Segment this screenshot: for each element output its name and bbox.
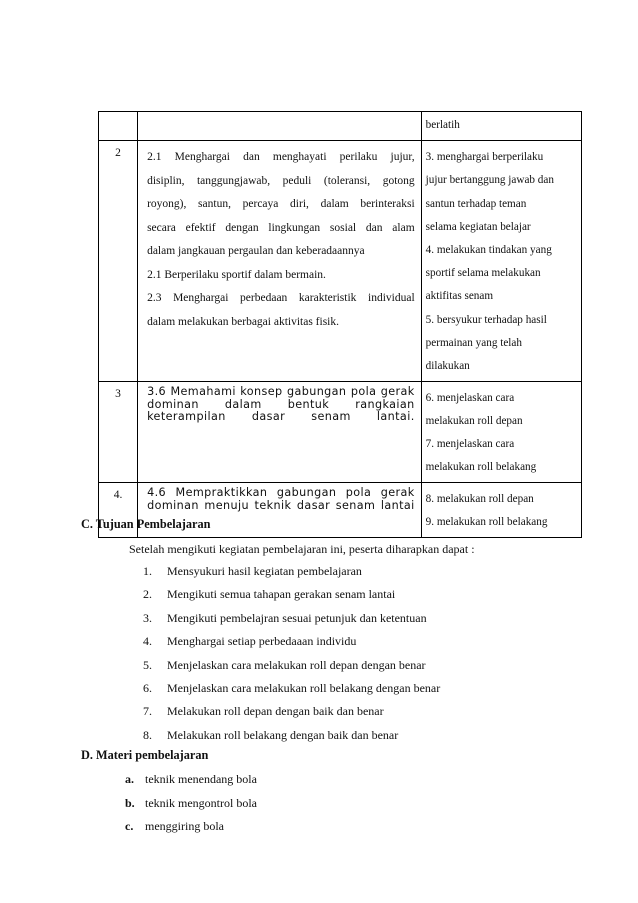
kd-line: disiplin, tanggungjawab, peduli (toleransi, gotong [147, 174, 415, 187]
indicator-line: melakukan roll belakang [425, 461, 537, 474]
section-c-title: C. Tujuan Pembelajaran [81, 517, 211, 531]
list-item [143, 560, 440, 583]
indicator-line: 7. menjelaskan cara [425, 438, 515, 451]
item-letter: c. [125, 819, 134, 833]
list-item [143, 677, 440, 700]
item-letter: a. [125, 772, 134, 786]
item-text: Menjelaskan cara melakukan roll depan dengan benar [167, 657, 426, 672]
section-c-intro: Setelah mengikuti kegiatan pembelajaran ini, peserta diharapkan dapat : [129, 542, 475, 556]
list-item [143, 654, 440, 677]
indicator-line: aktifitas senam [425, 290, 494, 303]
item-text: Melakukan roll belakang dengan baik dan benar [167, 727, 399, 742]
item-text: menggiring bola [145, 819, 224, 833]
item-text: teknik mengontrol bola [145, 795, 257, 810]
indicator-line: dilakukan [425, 360, 470, 373]
kd-line: 2.1 Berperilaku sportif dalam bermain. [147, 268, 326, 281]
list-item [143, 583, 440, 606]
indicator-line: melakukan roll depan [425, 415, 523, 428]
item-number: 2. [143, 587, 152, 602]
item-text: Mengikuti pembelajran sesuai petunjuk dan ketentuan [167, 610, 427, 625]
item-text: teknik menendang bola [145, 772, 257, 786]
kd-line: royong), santun, percaya diri, dalam berinteraksi [147, 198, 415, 211]
kd-line: 2.3 Menghargai perbedaan karakteristik individual [147, 292, 415, 305]
indicator-line: sportif selama melakukan [425, 267, 541, 280]
item-number: 1. [143, 564, 152, 578]
item-number: 7. [143, 704, 152, 719]
kd-cell [138, 112, 422, 141]
indicator-line: 4. melakukan tindakan yang [425, 244, 552, 257]
kd-line: 2.1 Menghargai dan menghayati perilaku jujur, [147, 151, 415, 164]
kd-line: dominan menuju teknik dasar senam lantai [147, 498, 415, 512]
list-item [143, 607, 440, 630]
list-item [143, 630, 440, 653]
indicator-line: 5. bersyukur terhadap hasil [425, 313, 547, 326]
indicator-line: berlatih [425, 119, 460, 131]
kd-cell [138, 382, 422, 483]
indicator-line: santun terhadap teman [425, 197, 527, 210]
item-text: Melakukan roll depan dengan baik dan benar [167, 704, 384, 719]
indicator-line: 3. menghargai berperilaku [425, 151, 544, 164]
section-d-title: D. Materi pembelajaran [81, 748, 209, 762]
kd-cell [138, 141, 422, 382]
list-item [143, 700, 440, 723]
materials-list [125, 768, 257, 839]
table-row [99, 382, 582, 483]
indicator-cell [421, 382, 581, 483]
indicator-line: selama kegiatan belajar [425, 220, 531, 233]
indicator-line: 6. menjelaskan cara [425, 392, 515, 405]
indicator-cell [421, 483, 581, 538]
item-number: 8. [143, 727, 152, 742]
indicator-line: jujur bertanggung jawab dan [425, 174, 554, 187]
item-text: Menghargai setiap perbedaaan individu [167, 634, 357, 649]
objectives-list [143, 560, 440, 747]
list-item [125, 792, 257, 816]
row-number: 4. [99, 483, 138, 538]
item-number: 4. [143, 634, 152, 649]
item-text: Mensyukuri hasil kegiatan pembelajaran [167, 564, 362, 578]
item-number: 5. [143, 657, 152, 672]
item-text: Menjelaskan cara melakukan roll belakang dengan benar [167, 680, 441, 695]
list-item [125, 815, 257, 839]
no-cell [99, 112, 138, 141]
row-number: 2 [99, 141, 138, 382]
indicator-line: permainan yang telah [425, 336, 522, 349]
kd-line: 4.6 Mempraktikkan gabungan pola gerak [147, 486, 415, 500]
kd-line: dominan dalam bentuk rangkaian [147, 397, 415, 411]
kd-indicator-table [98, 111, 582, 538]
indicator-line: 9. melakukan roll belakang [425, 516, 548, 529]
item-number: 6. [143, 680, 152, 695]
table-row [99, 112, 582, 141]
list-item [125, 768, 257, 792]
kd-line: dalam melakukan berbagai aktivitas fisik. [147, 315, 340, 328]
item-letter: b. [125, 795, 135, 810]
list-item [143, 724, 440, 747]
kd-line: 3.6 Memahami konsep gabungan pola gerak [147, 385, 415, 399]
indicator-line: 8. melakukan roll depan [425, 493, 534, 506]
row-number: 3 [99, 382, 138, 483]
item-number: 3. [143, 610, 152, 625]
table-row [99, 141, 582, 382]
kd-line: secara efektif dengan lingkungan sosial dan alam [147, 221, 415, 234]
kd-line: keterampilan dasar senam lantai. [147, 410, 415, 424]
item-text: Mengikuti semua tahapan gerakan senam lantai [167, 587, 396, 602]
indicator-cell [421, 112, 581, 141]
kd-line: dalam jangkauan pergaulan dan keberadaannya [147, 245, 365, 258]
indicator-cell [421, 141, 581, 382]
